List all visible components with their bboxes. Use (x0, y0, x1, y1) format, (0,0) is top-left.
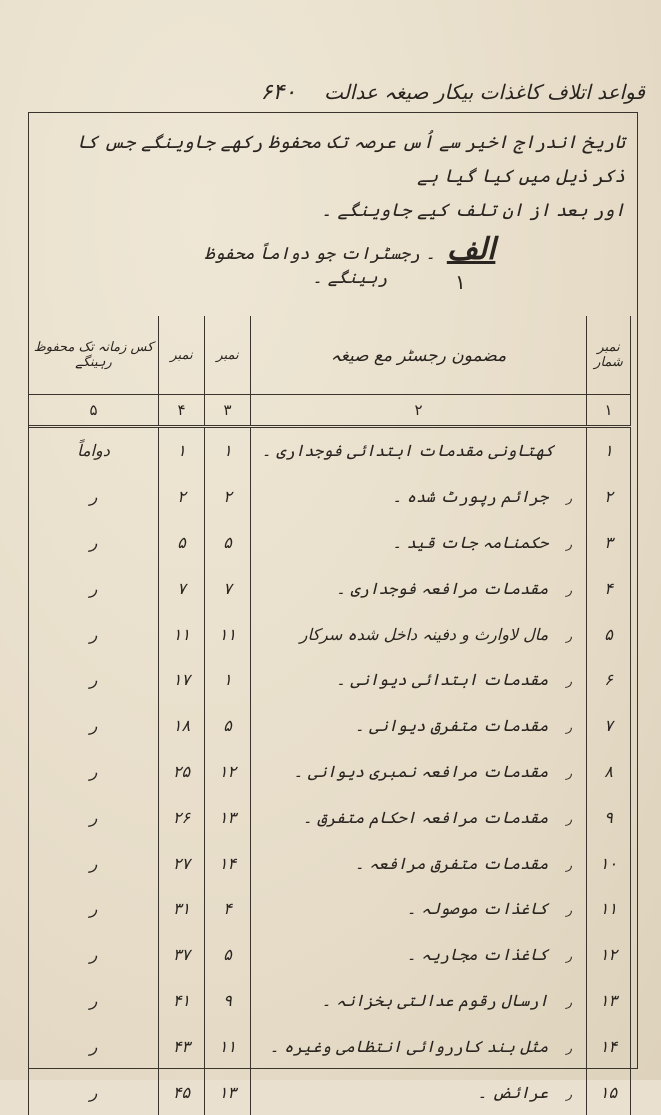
row-subject-cell (251, 932, 587, 978)
column-number: ۵ (29, 395, 159, 427)
row-col3: ۵ (205, 703, 251, 749)
ditto-mark: ر (566, 765, 572, 780)
row-retention: ر (29, 657, 159, 703)
registers-table (28, 316, 631, 1115)
row-subject-cell (251, 474, 587, 520)
page-number: ۶۴۰ (260, 79, 297, 105)
row-subject-cell (251, 611, 587, 657)
column-number: ۴ (159, 395, 205, 427)
header-subject: مضمون رجسٹر مع صیغہ (251, 316, 587, 395)
row-subject: مقدمات مرافعہ احکام متفرق ۔ (302, 807, 549, 827)
table-row (29, 657, 631, 703)
row-subject: ارسال رقوم عدالتی بخزانہ ۔ (321, 990, 549, 1010)
row-subject-cell (251, 978, 587, 1024)
row-col4: ۴۵ (159, 1069, 205, 1115)
row-subject: کاغذات موصولہ ۔ (406, 899, 549, 919)
row-retention: ر (29, 1069, 159, 1115)
table-header-row (29, 316, 631, 395)
table-row (29, 932, 631, 978)
row-col4: ۲۵ (159, 749, 205, 795)
row-col3: ۱ (205, 427, 251, 474)
row-subject: مثل بند کارروائی انتظامی وغیرہ ۔ (269, 1036, 549, 1056)
row-retention: دواماً (29, 427, 159, 474)
row-subject-cell (251, 427, 587, 474)
ditto-mark: ر (566, 582, 572, 597)
intro-paragraph (40, 126, 625, 228)
row-col3: ۱۱ (205, 1023, 251, 1069)
row-subject: جرائم رپورٹ شدہ ۔ (392, 487, 549, 507)
ditto-mark: ر (566, 949, 572, 964)
header-retention: کس زمانہ تک محفوظ رہینگے (29, 316, 159, 395)
ditto-mark: ر (566, 720, 572, 735)
page-header (250, 72, 645, 112)
row-col4: ۱۱ (159, 611, 205, 657)
table-row (29, 749, 631, 795)
row-serial: ۷ (587, 703, 631, 749)
row-subject: کاغذات مجاریہ ۔ (406, 945, 549, 965)
row-col3: ۵ (205, 932, 251, 978)
row-retention: ر (29, 1023, 159, 1069)
row-col3: ۱۳ (205, 794, 251, 840)
row-serial: ۶ (587, 657, 631, 703)
table-row (29, 611, 631, 657)
table-row (29, 886, 631, 932)
row-serial: ۵ (587, 611, 631, 657)
header-title: قواعد اتلاف کاغذات بیکار صیغہ عدالت (324, 80, 645, 104)
ditto-mark: ر (566, 903, 572, 918)
row-subject: مال لاوارث و دفینہ داخل شدہ سرکار (299, 624, 549, 644)
header-serial: نمبر شمار (587, 316, 631, 395)
row-col3: ۱۴ (205, 840, 251, 886)
row-serial: ۳ (587, 520, 631, 566)
row-serial: ۱۰ (587, 840, 631, 886)
table-row (29, 978, 631, 1024)
row-subject-cell (251, 1023, 587, 1069)
column-number: ۳ (205, 395, 251, 427)
row-col4: ۱۷ (159, 657, 205, 703)
row-serial: ۱۳ (587, 978, 631, 1024)
row-retention: ر (29, 886, 159, 932)
row-subject-cell (251, 520, 587, 566)
section-title: ۔ رجسٹرات جو دواماً محفوظ رہینگے ۔ (204, 244, 436, 288)
table-row (29, 840, 631, 886)
table-row (29, 1069, 631, 1115)
ditto-mark: ر (566, 628, 572, 643)
row-serial: ۲ (587, 474, 631, 520)
ditto-mark: ر (566, 994, 572, 1009)
row-subject: مقدمات مرافعہ فوجداری ۔ (336, 578, 549, 598)
column-number: ۱ (587, 395, 631, 427)
row-col3: ۱ (205, 657, 251, 703)
row-serial: ۱ (587, 427, 631, 474)
ditto-mark: ر (566, 1040, 572, 1055)
row-serial: ۱۱ (587, 886, 631, 932)
row-col3: ۱۱ (205, 611, 251, 657)
column-number: ۲ (251, 395, 587, 427)
row-subject: عرائض ۔ (477, 1082, 549, 1102)
row-retention: ر (29, 703, 159, 749)
ditto-mark: ر (566, 1086, 572, 1101)
row-col4: ۷ (159, 565, 205, 611)
row-col4: ۲۷ (159, 840, 205, 886)
row-col3: ۹ (205, 978, 251, 1024)
row-retention: ر (29, 749, 159, 795)
row-subject: مقدمات مرافعہ نمبری دیوانی ۔ (293, 761, 549, 781)
column-number-row (29, 395, 631, 427)
row-retention: ر (29, 520, 159, 566)
row-subject: کھتاونی مقدمات ابتدائی فوجداری ۔ (261, 441, 554, 461)
row-subject-cell (251, 1069, 587, 1115)
row-subject: حکمنامہ جات قید ۔ (392, 532, 549, 552)
header-col4: نمبر (159, 316, 205, 395)
table-row (29, 474, 631, 520)
table-body (29, 427, 631, 1115)
section-sub-number: ۱ (455, 270, 466, 294)
table-row (29, 565, 631, 611)
intro-line-2: اور بعد از ان تلف کیے جاوینگے ۔ (321, 200, 625, 221)
row-col4: ۱ (159, 427, 205, 474)
row-subject-cell (251, 886, 587, 932)
row-col3: ۴ (205, 886, 251, 932)
row-subject-cell (251, 565, 587, 611)
intro-line-1: تاریخ اندراج اخیر سے اُس عرصہ تک محفوظ رکھے جاوینگے جس کا ذکر ذیل میں کیا گیا ہے (76, 132, 625, 187)
row-retention: ر (29, 978, 159, 1024)
row-col4: ۴۱ (159, 978, 205, 1024)
row-retention: ر (29, 474, 159, 520)
ditto-mark: ر (566, 536, 572, 551)
row-subject-cell (251, 703, 587, 749)
row-subject: مقدمات ابتدائی دیوانی ۔ (336, 670, 549, 690)
ditto-mark: ر (566, 491, 572, 506)
row-col3: ۵ (205, 520, 251, 566)
row-col4: ۴۳ (159, 1023, 205, 1069)
row-subject: مقدمات متفرق دیوانی ۔ (354, 716, 549, 736)
table-row (29, 794, 631, 840)
row-col4: ۳۱ (159, 886, 205, 932)
row-serial: ۴ (587, 565, 631, 611)
table-row (29, 703, 631, 749)
row-subject-cell (251, 749, 587, 795)
ditto-mark: ر (566, 811, 572, 826)
row-retention: ر (29, 840, 159, 886)
ditto-mark: ر (566, 674, 572, 689)
row-col4: ۲ (159, 474, 205, 520)
row-retention: ر (29, 932, 159, 978)
row-col3: ۷ (205, 565, 251, 611)
row-serial: ۹ (587, 794, 631, 840)
row-subject-cell (251, 840, 587, 886)
row-subject: مقدمات متفرق مرافعہ ۔ (354, 853, 549, 873)
row-col4: ۵ (159, 520, 205, 566)
table-row (29, 1023, 631, 1069)
ditto-mark: ر (566, 857, 572, 872)
row-retention: ر (29, 794, 159, 840)
row-serial: ۸ (587, 749, 631, 795)
row-col4: ۲۶ (159, 794, 205, 840)
table-row (29, 427, 631, 474)
table-row (29, 520, 631, 566)
row-col3: ۱۲ (205, 749, 251, 795)
row-serial: ۱۴ (587, 1023, 631, 1069)
row-col4: ۱۸ (159, 703, 205, 749)
header-col3: نمبر (205, 316, 251, 395)
row-subject-cell (251, 657, 587, 703)
row-serial: ۱۵ (587, 1069, 631, 1115)
section-letter: الف (446, 232, 496, 267)
row-col4: ۳۷ (159, 932, 205, 978)
row-retention: ر (29, 565, 159, 611)
row-col3: ۱۳ (205, 1069, 251, 1115)
row-serial: ۱۲ (587, 932, 631, 978)
section-heading (180, 232, 520, 288)
row-col3: ۲ (205, 474, 251, 520)
row-subject-cell (251, 794, 587, 840)
row-retention: ر (29, 611, 159, 657)
